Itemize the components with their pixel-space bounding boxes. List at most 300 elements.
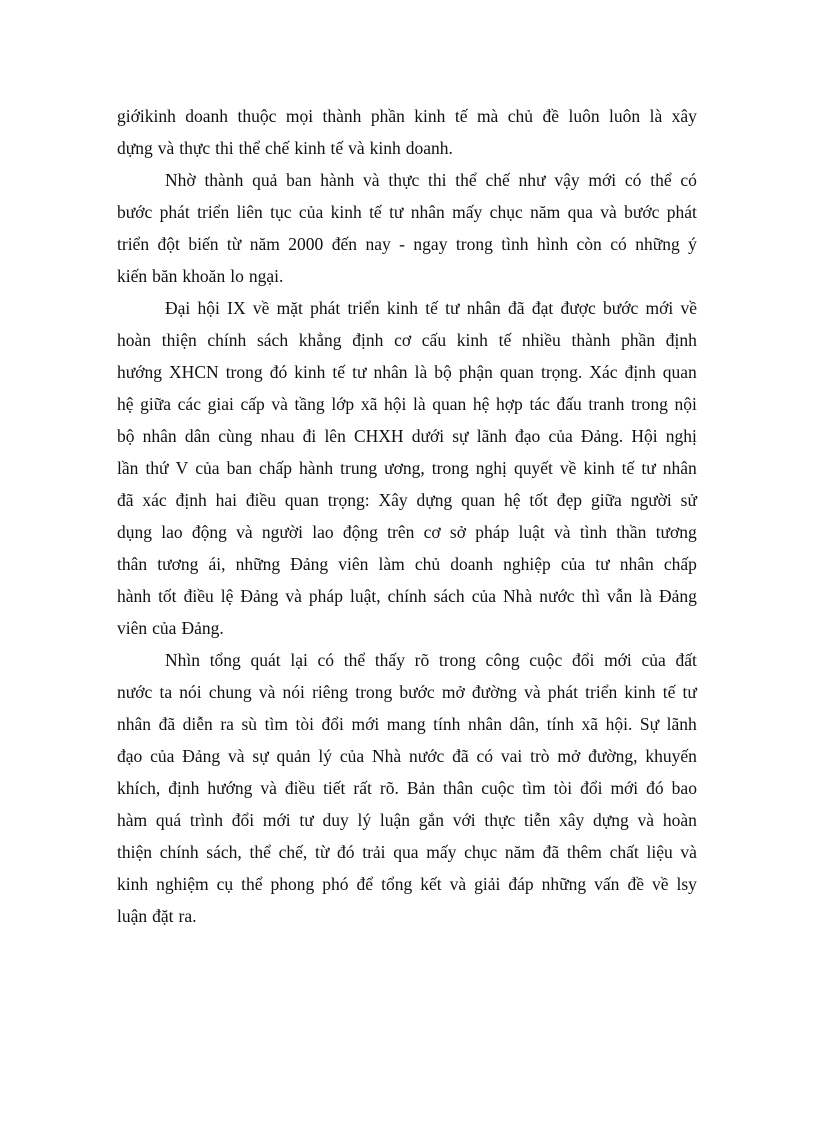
word: đáp (508, 874, 534, 894)
word: tình (579, 522, 608, 542)
word: từ (314, 842, 330, 862)
word: tranh (588, 394, 625, 414)
word: người (630, 490, 672, 510)
word: mới (610, 778, 639, 798)
word: quá (155, 810, 182, 830)
word: Hội (631, 426, 658, 446)
word: chính (387, 586, 427, 606)
word: thần (616, 522, 647, 542)
word: về (559, 458, 577, 478)
word: và (524, 682, 541, 702)
word: rất (353, 778, 372, 798)
word: công (485, 650, 520, 670)
word: khuyến (645, 746, 697, 766)
word: hệ (472, 394, 490, 414)
word: xây (559, 810, 585, 830)
word: tiễn (524, 810, 551, 830)
word: Nhà (372, 746, 402, 766)
word: phát (666, 202, 697, 222)
word: các (177, 394, 201, 414)
word: nội (674, 394, 697, 414)
paragraph (117, 292, 697, 644)
word: cụ (216, 874, 234, 894)
word: và (228, 746, 245, 766)
text-line (117, 676, 697, 708)
word: tổng (381, 874, 413, 894)
word: đường (471, 682, 517, 702)
word: nhân (466, 298, 501, 318)
word: Xác (589, 362, 618, 382)
word: giữa (590, 490, 622, 510)
word: dân, (509, 714, 540, 734)
word: thêm (566, 842, 602, 862)
word: định (175, 490, 207, 510)
text-line (117, 228, 697, 260)
word: thể (249, 842, 271, 862)
word: Xây (378, 490, 408, 510)
word: Sự (639, 714, 660, 734)
word: hoàn (117, 330, 152, 350)
word: nhân (410, 202, 445, 222)
text-line (117, 484, 697, 516)
word: tế (498, 330, 512, 350)
word: hội (197, 298, 220, 318)
word: sở (449, 522, 466, 542)
word: mở (557, 746, 581, 766)
word: phận (458, 362, 493, 382)
word: làm (378, 554, 405, 574)
text-line (117, 164, 697, 196)
word: ra (220, 714, 234, 734)
word: đột (157, 234, 180, 254)
word: thấy (374, 650, 405, 670)
word: đẹp (556, 490, 583, 510)
text-line (117, 356, 697, 388)
word: mới (262, 810, 291, 830)
word: xã (360, 394, 378, 414)
word: quan (662, 362, 697, 382)
text-line (117, 324, 697, 356)
word: phát (547, 682, 578, 702)
word: nghị (475, 458, 507, 478)
text-line (117, 900, 697, 932)
word: có (476, 746, 494, 766)
word: quan (461, 490, 496, 510)
word: trọng. (540, 362, 583, 382)
word: thể (650, 170, 672, 190)
word: chính (159, 842, 199, 862)
paragraph (117, 644, 697, 932)
word: tổng (209, 650, 241, 670)
word: mà (476, 106, 499, 126)
word: và (680, 842, 697, 862)
word: dân (184, 426, 211, 446)
word: và (157, 138, 175, 158)
word: thiện (161, 330, 197, 350)
word: chủ (414, 554, 441, 574)
word: kinh (583, 458, 615, 478)
word: đến (331, 234, 357, 254)
word: có (680, 170, 697, 190)
word: mặt (276, 298, 303, 318)
word: động (191, 522, 227, 542)
word: bước (399, 682, 435, 702)
word: luật (518, 522, 545, 542)
word: của (548, 426, 573, 446)
word: kinh (117, 874, 149, 894)
word: vấn (594, 874, 620, 894)
word: doanh (450, 554, 493, 574)
word: là (414, 362, 428, 382)
word: trung (340, 458, 378, 478)
word: chục (489, 202, 523, 222)
word: chế (485, 170, 510, 190)
word: của (150, 746, 175, 766)
word: nhau (260, 426, 295, 446)
word: đã (117, 490, 134, 510)
word: CHXH (353, 426, 404, 446)
word: nhiều (521, 330, 561, 350)
word: giữa (140, 394, 172, 414)
word: sách (433, 586, 465, 606)
word: mới (604, 650, 632, 670)
word: định (168, 778, 200, 798)
word: thực (179, 138, 211, 158)
word: và (554, 522, 571, 542)
word: gắn (418, 810, 444, 830)
word: và (271, 394, 288, 414)
word: và (600, 202, 617, 222)
text-line (117, 196, 697, 228)
word: đã (452, 746, 469, 766)
word: hoàn (662, 810, 697, 830)
word: nhân (142, 426, 177, 446)
word: tính (433, 714, 461, 734)
word: chất (609, 842, 639, 862)
word: viên (117, 618, 148, 638)
word: trong (431, 458, 469, 478)
word: là (649, 106, 663, 126)
word: hội. (605, 714, 633, 734)
word: kinh (624, 682, 656, 702)
word: ái, (208, 554, 226, 574)
word: bao (671, 778, 697, 798)
word: kinh (369, 138, 401, 158)
word: nói (282, 682, 305, 702)
word: hành (117, 586, 152, 606)
word: quyết (513, 458, 553, 478)
word: thứ (145, 458, 169, 478)
text-line (117, 580, 697, 612)
word: băn (152, 266, 178, 286)
text-line (117, 612, 697, 644)
word: sù (241, 714, 258, 734)
word: triển (197, 202, 230, 222)
word: qua (393, 842, 419, 862)
word: và (285, 586, 302, 606)
word: điều (183, 586, 214, 606)
word: tốt (529, 490, 548, 510)
word: diễn (182, 714, 213, 734)
word: triển (347, 298, 380, 318)
word: tư (682, 682, 697, 702)
word: trên (387, 522, 415, 542)
word: - (399, 234, 405, 254)
word: kinh (386, 298, 418, 318)
word: lớp (331, 394, 355, 414)
word: V (175, 458, 189, 478)
word: quan (284, 490, 319, 510)
word: giớikinh (117, 106, 176, 126)
word: mọi (285, 106, 314, 126)
word: doanh (185, 106, 229, 126)
word: và (258, 682, 276, 702)
word: và (348, 138, 365, 158)
word: pháp (475, 522, 510, 542)
word: mang (386, 714, 426, 734)
word: thân (443, 778, 474, 798)
word: tục (270, 202, 292, 222)
word: ngại. (248, 266, 284, 286)
word: hành (320, 170, 355, 190)
word: về (651, 874, 669, 894)
word: hệ (117, 394, 134, 414)
word: thành (204, 170, 244, 190)
word: lãnh (666, 714, 697, 734)
word: bộ (434, 362, 452, 382)
word: ra. (178, 906, 197, 926)
word: triển (117, 234, 150, 254)
word: điều (284, 778, 316, 798)
word: kinh (414, 106, 446, 126)
word: chục (464, 842, 498, 862)
word: thể (343, 650, 366, 670)
text-line (117, 772, 697, 804)
word: trong (355, 682, 393, 702)
word: tương (157, 554, 199, 574)
word: hành (299, 458, 334, 478)
word: riêng (312, 682, 349, 702)
word: tiết (323, 778, 346, 798)
word: ban (226, 458, 252, 478)
word: chung (208, 682, 252, 702)
word: người (261, 522, 304, 542)
word: thể (241, 874, 263, 894)
word: quả (252, 170, 278, 190)
word: được (560, 298, 596, 318)
word: bước (602, 298, 639, 318)
word: điều (245, 490, 276, 510)
word: đổi (580, 778, 603, 798)
word: trong (455, 234, 493, 254)
word: sử (680, 490, 697, 510)
word: biến (188, 234, 219, 254)
word: chấp (258, 458, 292, 478)
text-line (117, 836, 697, 868)
word: thể (455, 170, 477, 190)
word: mới (588, 170, 617, 190)
word: từ (226, 234, 242, 254)
word: phát (310, 298, 341, 318)
word: đó (337, 842, 355, 862)
word: tư (595, 554, 610, 574)
text-line (117, 516, 697, 548)
word: giải (474, 874, 501, 894)
word: mới (351, 714, 380, 734)
word: Nhờ (165, 170, 196, 190)
word: đã (542, 842, 560, 862)
word: đổi (572, 650, 595, 670)
word: trò (530, 746, 550, 766)
word: qua (567, 202, 593, 222)
word: kinh (330, 202, 362, 222)
word: và (260, 778, 277, 798)
word: ý (688, 234, 697, 254)
word: dựng (416, 490, 453, 510)
word: lsy (676, 874, 697, 894)
word: bộ (117, 426, 135, 446)
word: đó (646, 778, 664, 798)
word: và (637, 810, 655, 830)
word: xác (142, 490, 167, 510)
word: mấy (426, 842, 457, 862)
word: tòi (553, 778, 573, 798)
word: thực (388, 170, 420, 190)
word: Đại (165, 298, 191, 318)
word: tư (641, 458, 656, 478)
word: vẫn (607, 586, 633, 606)
word: lên (324, 426, 346, 446)
word: doanh. (405, 138, 453, 158)
word: nghiệm (156, 874, 209, 894)
word: cấp (240, 394, 265, 414)
word: nghiệp (503, 554, 551, 574)
word: tế (330, 138, 344, 158)
word: quát (250, 650, 281, 670)
word: hướng (207, 778, 253, 798)
body-text (117, 100, 697, 932)
word: tìm (264, 714, 288, 734)
word: đấu (556, 394, 582, 414)
word: của (339, 746, 365, 766)
word: năm (530, 202, 561, 222)
word: nhân (467, 714, 502, 734)
word: còn (576, 234, 602, 254)
word: sách (256, 330, 289, 350)
word: đã (508, 298, 525, 318)
word: xây (671, 106, 697, 126)
word: tác (529, 394, 550, 414)
word: cấu (421, 330, 447, 350)
word: lý (357, 810, 372, 830)
text-line (117, 740, 697, 772)
word: đổi (231, 810, 255, 830)
word: đề (627, 874, 644, 894)
word: kinh (294, 362, 326, 382)
word: Bản (406, 778, 436, 798)
word: tế (369, 202, 382, 222)
word: 2000 (288, 234, 324, 254)
word: vai (500, 746, 523, 766)
word: sự (452, 426, 469, 446)
word: tế (425, 298, 438, 318)
word: hàm (117, 810, 148, 830)
word: mấy (452, 202, 483, 222)
paragraph (117, 100, 697, 164)
text-line (117, 804, 697, 836)
word: tính (546, 714, 574, 734)
word: của (195, 458, 220, 478)
word: trong (225, 362, 263, 382)
word: tốt (158, 586, 177, 606)
word: chế, (278, 842, 308, 862)
word: tư (389, 202, 404, 222)
word: luận (379, 810, 410, 830)
word: xã (581, 714, 599, 734)
word: XHCN (169, 362, 219, 382)
word: Đảng. (580, 426, 624, 446)
word: lần (117, 458, 139, 478)
word: dựng (593, 810, 629, 830)
word: phó (322, 874, 349, 894)
word: kinh (456, 330, 488, 350)
word: luôn (609, 106, 641, 126)
word: những (541, 874, 587, 894)
word: liên (236, 202, 263, 222)
word: cuộc (529, 650, 563, 670)
word: tư (299, 810, 314, 830)
text-line (117, 388, 697, 420)
word: trải (362, 842, 386, 862)
paragraph (117, 164, 697, 292)
word: liệu (646, 842, 673, 862)
word: ta (159, 682, 173, 702)
word: giai (207, 394, 234, 414)
word: năm (504, 842, 535, 862)
word: luật, (349, 586, 381, 606)
word: Nhìn (165, 650, 200, 670)
word: hướng (117, 362, 162, 382)
word: nhân (117, 714, 152, 734)
word: của (298, 202, 324, 222)
word: thành (571, 330, 611, 350)
word: đã (158, 714, 176, 734)
word: Đảng (182, 746, 221, 766)
text-line (117, 100, 697, 132)
word: thiện (117, 842, 152, 862)
word: trong (438, 650, 476, 670)
word: chấp (663, 554, 697, 574)
word: có (317, 650, 335, 670)
word: hai (215, 490, 237, 510)
word: tư (445, 298, 460, 318)
word: sự (252, 746, 269, 766)
word: nước (409, 746, 445, 766)
word: luôn (568, 106, 600, 126)
word: tòi (295, 714, 314, 734)
word: lãnh (476, 426, 507, 446)
word: vậy (554, 170, 580, 190)
word: quản (276, 746, 311, 766)
word: để (356, 874, 374, 894)
word: dụng (117, 522, 152, 542)
word: là (639, 586, 652, 606)
word: cùng (218, 426, 253, 446)
word: của (471, 586, 496, 606)
text-line (117, 132, 697, 164)
word: định (665, 330, 697, 350)
word: duy (322, 810, 349, 830)
